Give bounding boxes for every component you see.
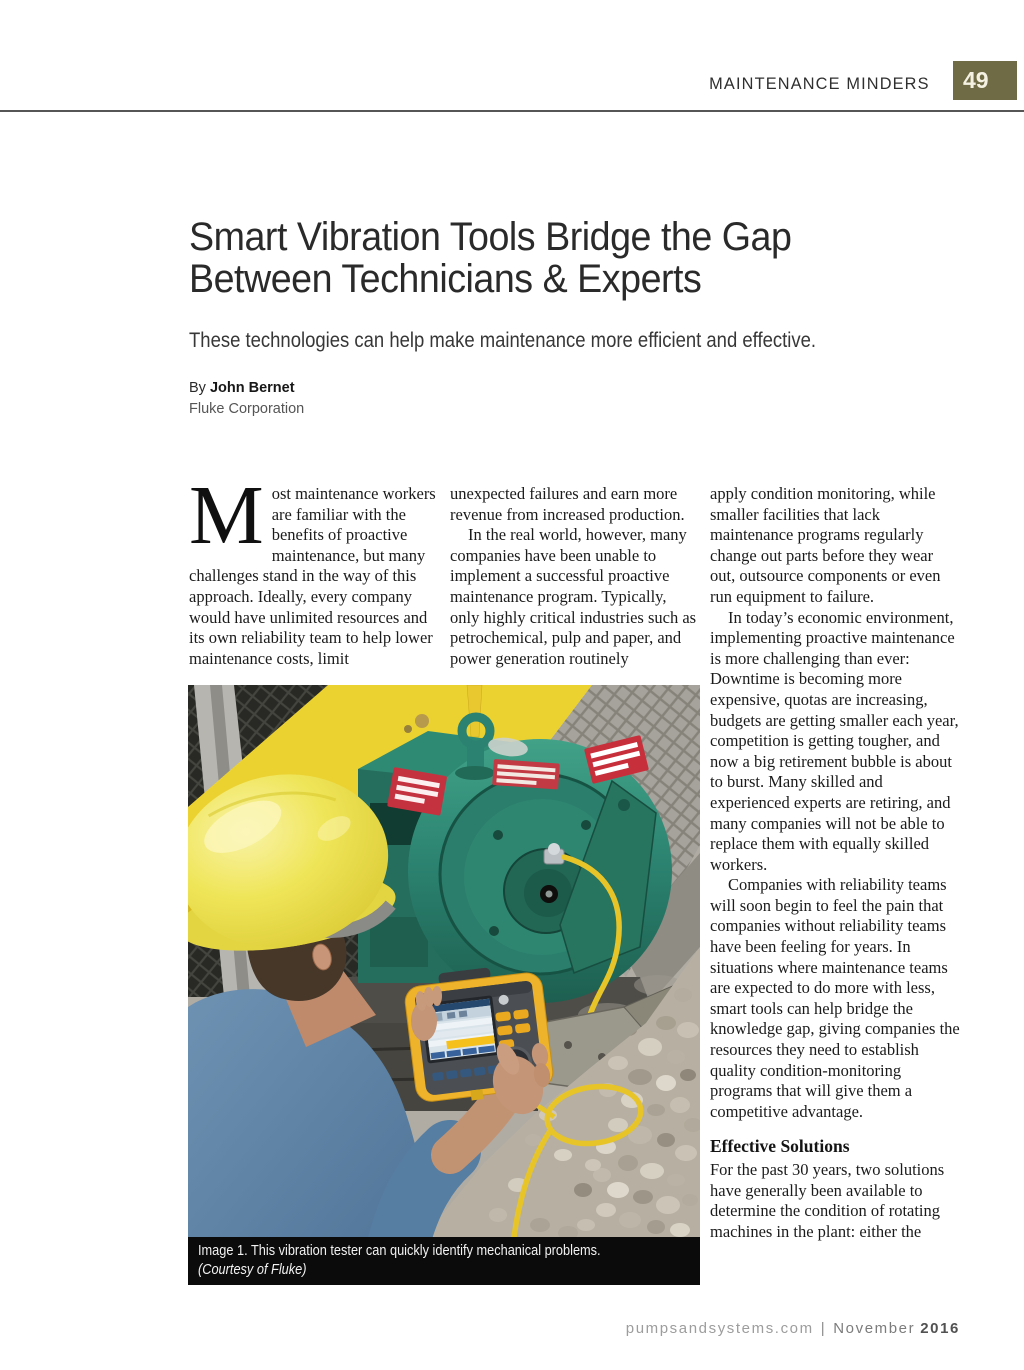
paragraph: For the past 30 years, two solutions have generally been available to determine the condition of rotating machines in the plant: either the [710,1160,945,1241]
byline [189,380,295,396]
paragraph: In the real world, however, many companies have been unable to implement a successful proactive maintenance program. Typically, only highly critical industries such as petrochemical, pulp and paper, and power generation routinely [450,525,697,668]
figure-caption [188,1237,700,1285]
paragraph: apply condition monitoring, while smaller facilities that lack maintenance programs regularly change out parts before they wear out, outsource components or even run equipment to failure. [710,484,941,606]
page-number: 49 [963,67,989,93]
footer-separator: | [820,1320,827,1337]
paragraph: Companies with reliability teams will soon begin to feel the pain that companies without reliability teams have been feeling for years. In situations where maintenance teams are expected to do more with less, smart tools can help bridge the knowledge gap, giving companies the resources they need to establish quality condition-monitoring programs that will give them a competitive advantage. [710,875,960,1121]
byline-prefix: By [189,380,210,396]
author-organization: Fluke Corporation [189,401,305,417]
photo-illustration [188,685,700,1285]
caption-text: Image 1. This vibration tester can quickly identify mechanical problems. [198,1243,601,1259]
body-column-1 [189,469,437,669]
body-column-3 [710,484,960,1242]
paragraph: unexpected failures and earn more revenue from increased production. [450,484,685,524]
article-title-line2: Between Technicians & Experts [189,257,702,301]
tester-cable-port [470,1089,483,1100]
author-name: John Bernet [209,380,295,396]
body-column-2 [450,484,699,669]
article-title [189,216,791,300]
paragraph: In today’s economic environment, implementing proactive maintenance is more challenging than ever: Downtime is becoming more expensive, quotas are increasing, budgets are getting smaller each year, competition is getting tougher, and now a big retirement bubble is about to burst. Many skilled and experienced experts are retiring, and many companies will not be able to replace them with equally skilled workers. [710,607,959,874]
article-photo [188,685,700,1285]
article-title-line1: Smart Vibration Tools Bridge the Gap [189,215,792,259]
caption-credit: (Courtesy of Fluke) [198,1262,307,1278]
paragraph-text: ost maintenance workers are familiar with the benefits of proactive maintenance, but many challenges stand in the way of this approach. Ideally, every company would have unlimited resources and its own reliability team to help lower maintenance costs, limit [189,484,436,668]
section-header: MAINTENANCE MINDERS [709,74,930,93]
page-number-badge [953,61,1017,100]
footer-issue: November [833,1320,916,1337]
page-footer [626,1320,960,1337]
paragraph [189,469,437,669]
article-deck: These technologies can help make maintenance more efficient and effective. [189,329,816,352]
drop-cap: M [189,469,264,562]
footer-year: 2016 [920,1320,960,1337]
section-subhead: Effective Solutions [710,1136,850,1157]
header-rule [0,110,1024,112]
footer-site: pumpsandsystems.com [625,1320,814,1337]
